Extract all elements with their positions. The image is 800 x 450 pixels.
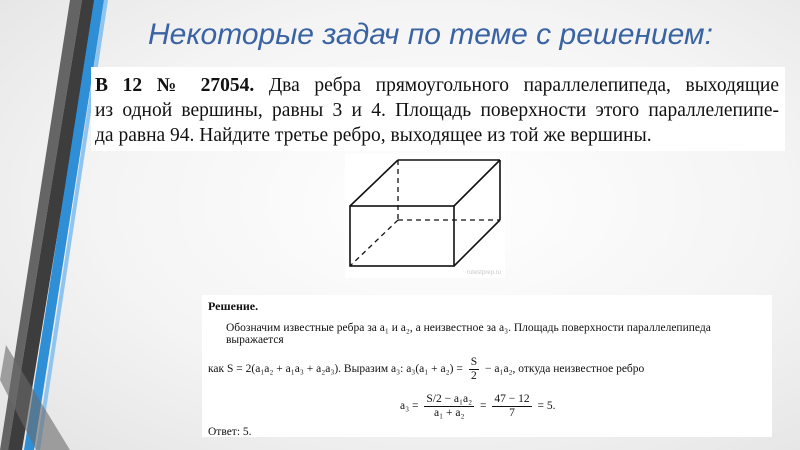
problem-number: B 12 № 27054. — [95, 75, 255, 96]
solution-block — [202, 295, 772, 437]
solution-formula: a₃ = $\frac{\text{S/2 − a₁a₂}}{\text{a₁ + a₂}}$ = $\frac{47 - 12}{7}$ = 5. — [400, 393, 556, 419]
solution-paragraph-1: Обозначим известные ребра за a₁ и a₂, а неизвестное за a₃. Площадь поверхности параллелепипеда выражается — [226, 322, 711, 346]
box-figure — [345, 154, 505, 278]
parallelepiped-diagram — [345, 154, 505, 278]
watermark: rutestprep.ru — [466, 270, 501, 276]
fraction-s-over-2: $\frac{S}{2}$ — [470, 356, 478, 382]
problem-line-3: да равна 94. Найдите третье ребро, выходящее из той же вершины. — [95, 125, 652, 146]
answer-line: Ответ: 5. — [208, 426, 252, 438]
solution-heading: Решение. — [208, 299, 259, 313]
slide-title: Некоторые задач по теме с решением: — [148, 18, 713, 51]
fraction-numeric: $\frac{47 - 12}{7}$ — [494, 393, 530, 419]
solution-paragraph-2: как S = 2(a₁a₂ + a₁a₃ + a₂a₃). Выразим a₃: a₃(a₁ + a₂) = $\frac{S}{2}$ − a₁a₂, откуда неизвестное ребро — [208, 356, 645, 382]
fraction-formula: $\frac{\text{S/2 − a₁a₂}}{\text{a₁ + a₂}}$ — [426, 393, 473, 419]
problem-line-2: из одной вершины, равны 3 и 4. Площадь поверхности этого параллелепипе- — [95, 100, 779, 121]
problem-statement — [91, 67, 785, 151]
problem-line-1: B 12 № 27054. Два ребра прямоугольного параллелепипеда, выходящие — [95, 75, 779, 96]
